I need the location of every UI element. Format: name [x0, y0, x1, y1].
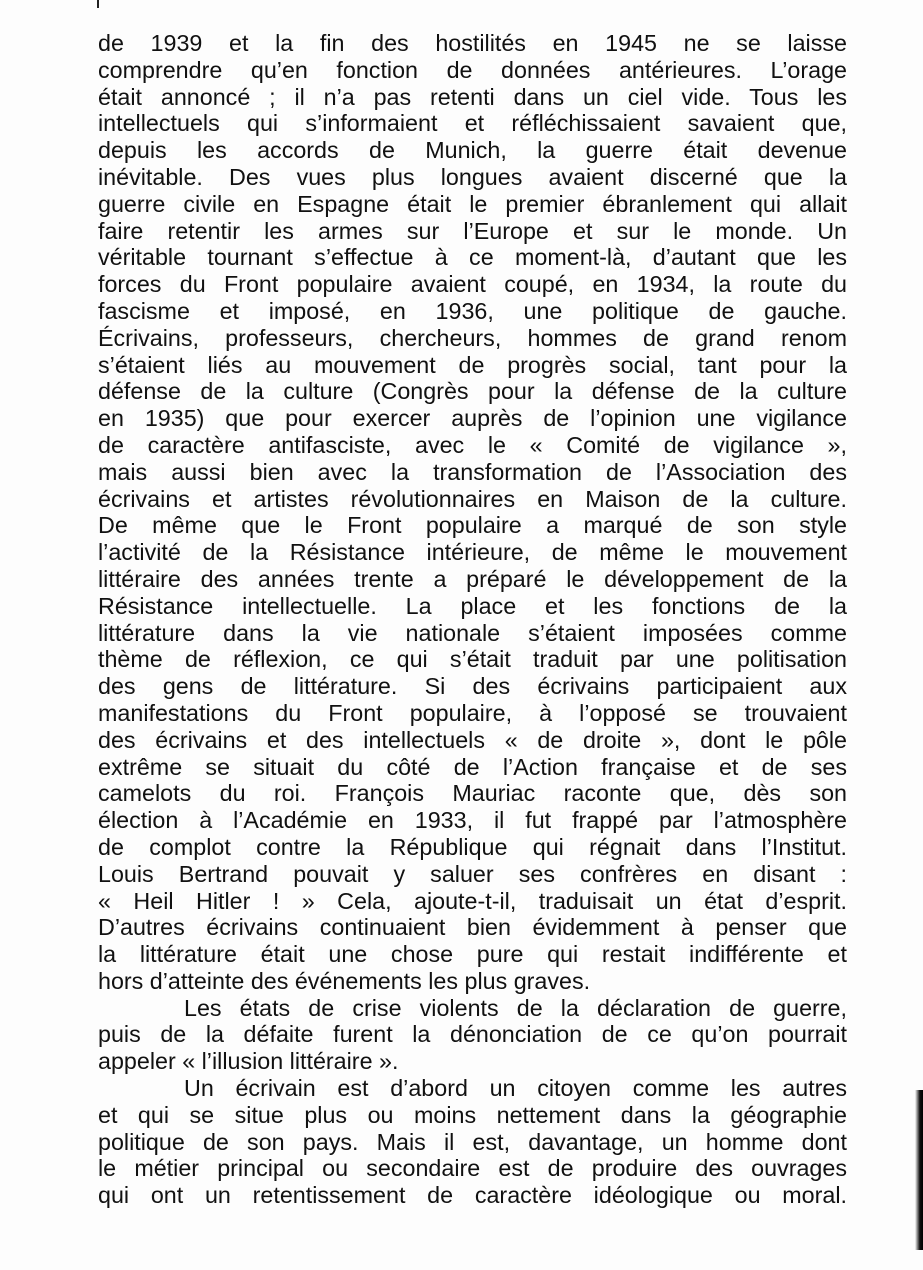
- text-line: défense de la culture (Congrès pour la défense de la culture: [98, 378, 847, 405]
- text-line: faire retentir les armes sur l’Europe et sur le monde. Un: [98, 217, 847, 244]
- text-line: en 1935) que pour exercer auprès de l’opinion une vigilance: [98, 405, 847, 432]
- text-line: camelots du roi. François Mauriac raconte que, dès son: [98, 780, 847, 807]
- text-line: l’activité de la Résistance intérieure, de même le mouvement: [98, 539, 847, 566]
- text-line: Louis Bertrand pouvait y saluer ses confrères en disant :: [98, 860, 847, 887]
- text-line: De même que le Front populaire a marqué de son style: [98, 512, 847, 539]
- text-line: qui ont un retentissement de caractère idéologique ou moral.: [98, 1182, 847, 1209]
- text-line: thème de réflexion, ce qui s’était traduit par une politisation: [98, 646, 847, 673]
- text-line: Un écrivain est d’abord un citoyen comme les autres: [184, 1075, 847, 1102]
- text-line: Écrivains, professeurs, chercheurs, hommes de grand renom: [98, 324, 847, 351]
- text-line: « Heil Hitler ! » Cela, ajoute-t-il, traduisait un état d’esprit.: [98, 887, 847, 914]
- text-line: politique de son pays. Mais il est, davantage, un homme dont: [98, 1128, 847, 1155]
- text-line: intellectuels qui s’informaient et réfléchissaient savaient que,: [98, 110, 847, 137]
- text-line: écrivains et artistes révolutionnaires en Maison de la culture.: [98, 485, 847, 512]
- text-line: puis de la défaite furent la dénonciation de ce qu’on pourrait: [98, 1021, 847, 1048]
- text-line: forces du Front populaire avaient coupé, en 1934, la route du: [98, 271, 847, 298]
- scan-artifact-mark: [97, 0, 99, 8]
- text-line: extrême se situait du côté de l’Action française et de ses: [98, 753, 847, 780]
- text-line: appeler « l’illusion littéraire ».: [98, 1048, 399, 1075]
- text-line: D’autres écrivains continuaient bien évidemment à penser que: [98, 914, 847, 941]
- text-line: mais aussi bien avec la transformation de l’Association des: [98, 458, 847, 485]
- paragraph-1: [98, 30, 847, 995]
- text-line: fascisme et imposé, en 1936, une politique de gauche.: [98, 297, 847, 324]
- text-line: comprendre qu’en fonction de données antérieures. L’orage: [98, 56, 847, 83]
- text-line: littéraire des années trente a préparé le développement de la: [98, 565, 847, 592]
- text-line: des écrivains et des intellectuels « de droite », dont le pôle: [98, 726, 847, 753]
- text-line: la littérature était une chose pure qui restait indifférente et: [98, 941, 847, 968]
- text-line: de complot contre la République qui régnait dans l’Institut.: [98, 833, 847, 860]
- text-line: était annoncé ; il n’a pas retenti dans un ciel vide. Tous les: [98, 83, 847, 110]
- text-line: le métier principal ou secondaire est de produire des ouvrages: [98, 1155, 847, 1182]
- page-edge-shadow: [915, 1090, 923, 1250]
- text-line: et qui se situe plus ou moins nettement dans la géographie: [98, 1101, 847, 1128]
- text-line: hors d’atteinte des événements les plus graves.: [98, 967, 591, 994]
- text-line: guerre civile en Espagne était le premier ébranlement qui allait: [98, 190, 847, 217]
- text-line: littérature dans la vie nationale s’étaient imposées comme: [98, 619, 847, 646]
- text-line: élection à l’Académie en 1933, il fut frappé par l’atmosphère: [98, 807, 847, 834]
- text-line: depuis les accords de Munich, la guerre était devenue: [98, 137, 847, 164]
- text-line: Les états de crise violents de la déclaration de guerre,: [184, 994, 847, 1021]
- text-line: de caractère antifasciste, avec le « Comité de vigilance »,: [98, 431, 847, 458]
- body-text: [98, 30, 847, 1209]
- text-line: s’étaient liés au mouvement de progrès social, tant pour la: [98, 351, 847, 378]
- text-line: de 1939 et la fin des hostilités en 1945 ne se laisse: [98, 30, 847, 56]
- paragraph-2: [98, 995, 847, 1075]
- paragraph-3: [98, 1075, 847, 1209]
- text-line: manifestations du Front populaire, à l’opposé se trouvaient: [98, 699, 847, 726]
- text-line: inévitable. Des vues plus longues avaient discerné que la: [98, 163, 847, 190]
- text-line: véritable tournant s’effectue à ce moment-là, d’autant que les: [98, 244, 847, 271]
- text-line: des gens de littérature. Si des écrivains participaient aux: [98, 673, 847, 700]
- text-line: Résistance intellectuelle. La place et les fonctions de la: [98, 592, 847, 619]
